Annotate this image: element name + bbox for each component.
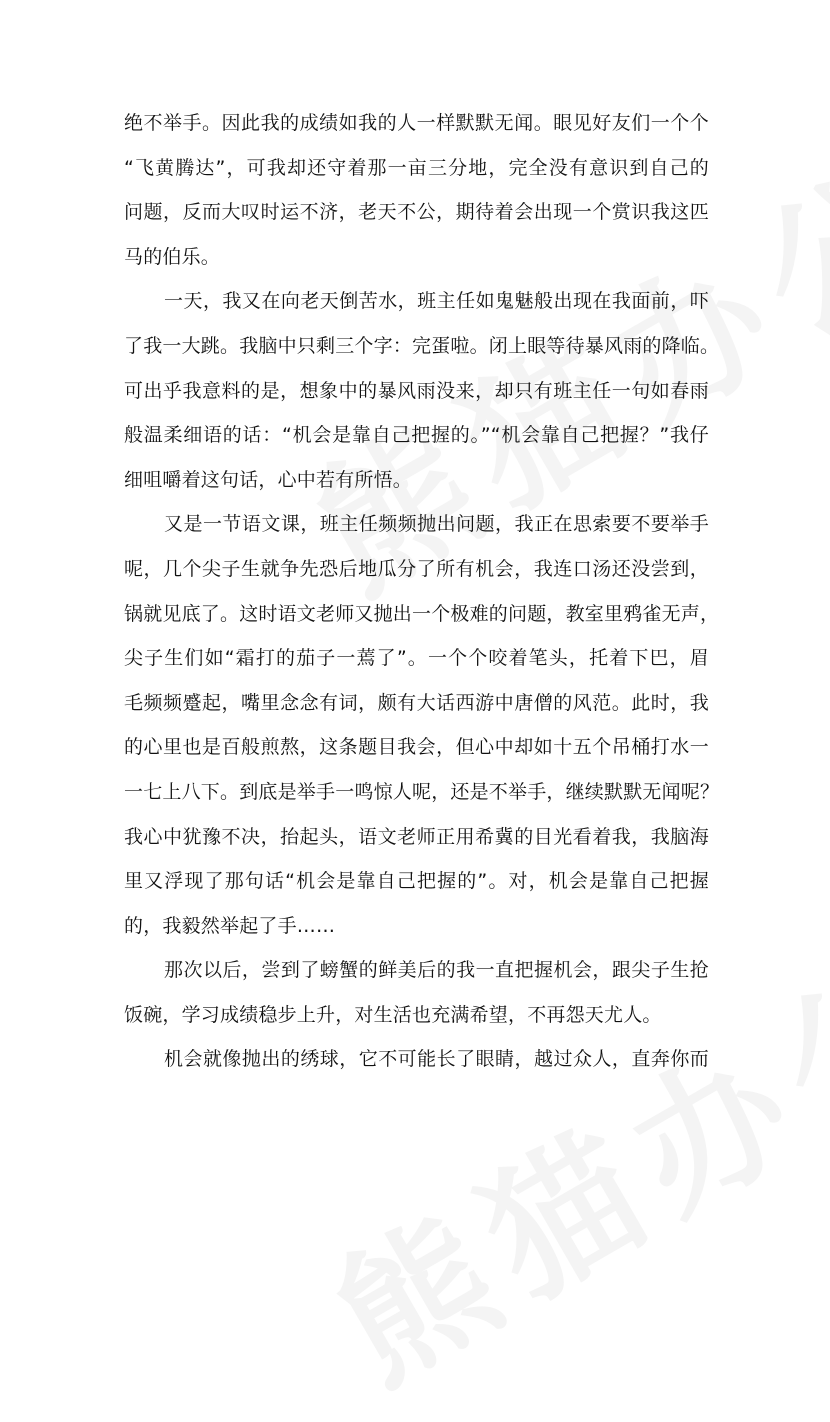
paragraph-line: 问题，反而大叹时运不济，老天不公，期待着会出现一个赏识我这匹 [124, 201, 709, 224]
paragraph-line: 的，我毅然举起了手…… [124, 914, 336, 937]
paragraph-line: 的心里也是百般煎熬，这条题目我会，但心中却如十五个吊桶打水一 [124, 736, 709, 759]
paragraph-line: 尖子生们如“霜打的茄子一蔫了”。一个个咬着笔头，托着下巴，眉 [124, 647, 709, 670]
paragraph-line: 般温柔细语的话：“机会是靠自己把握的。”“机会靠自己把握？”我仔 [124, 424, 709, 447]
paragraph-line: 又是一节语文课，班主任频频抛出问题，我正在思索要不要举手 [164, 513, 709, 536]
paragraph-line: 可出乎我意料的是，想象中的暴风雨没来，却只有班主任一句如春雨 [124, 379, 709, 402]
paragraph-line: 呢，几个尖子生就争先恐后地瓜分了所有机会，我连口汤还没尝到， [124, 557, 709, 580]
paragraph-line: 机会就像抛出的绣球，它不可能长了眼睛，越过众人，直奔你而 [164, 1048, 709, 1071]
paragraph-line: 饭碗，学习成绩稳步上升，对生活也充满希望，不再怨天尤人。 [124, 1003, 662, 1026]
paragraph-line: 一七上八下。到底是举手一鸣惊人呢，还是不举手，继续默默无闻呢？ [124, 780, 720, 803]
paragraph-line: “飞黄腾达”，可我却还守着那一亩三分地，完全没有意识到自己的 [124, 156, 709, 179]
paragraph-line: 马的伯乐。 [124, 245, 221, 268]
paragraph-line: 细咀嚼着这句话，心中若有所悟。 [124, 468, 413, 491]
essay-body [124, 108, 720, 1089]
paragraph-line: 锅就见底了。这时语文老师又抛出一个极难的问题，教室里鸦雀无声， [124, 602, 720, 625]
paragraph-line: 了我一大跳。我脑中只剩三个字：完蛋啦。闭上眼等待暴风雨的降临。 [124, 334, 720, 357]
paragraph-line: 绝不举手。因此我的成绩如我的人一样默默无闻。眼见好友们一个个 [124, 112, 709, 134]
paragraph-line: 一天，我又在向老天倒苦水，班主任如鬼魅般出现在我面前，吓 [164, 290, 709, 313]
paragraph-line: 里又浮现了那句话“机会是靠自己把握的”。对，机会是靠自己把握 [124, 870, 709, 893]
paragraph-line: 我心中犹豫不决，抬起头，语文老师正用希冀的目光看着我，我脑海 [124, 825, 709, 848]
paragraph-line: 毛频频蹙起，嘴里念念有词，颇有大话西游中唐僧的风范。此时，我 [124, 691, 709, 714]
paragraph-line: 那次以后，尝到了螃蟹的鲜美后的我一直把握机会，跟尖子生抢 [164, 959, 709, 982]
